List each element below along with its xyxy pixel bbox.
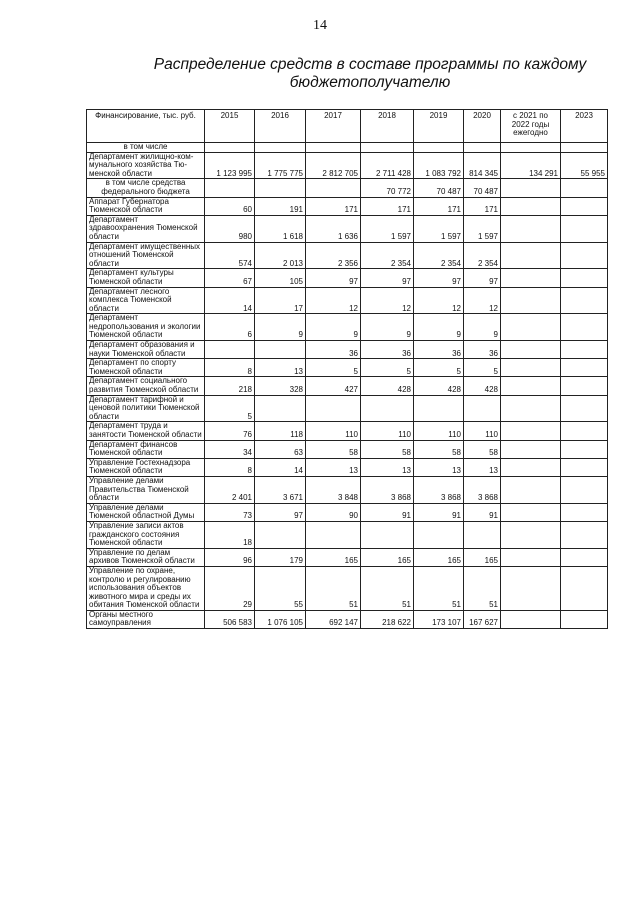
amount-cell: 8: [205, 458, 255, 476]
amount-cell: [501, 422, 561, 440]
amount-cell: [306, 521, 361, 548]
table-row: [87, 440, 608, 458]
amount-cell: [501, 476, 561, 503]
amount-cell: 171: [306, 197, 361, 215]
page-number: 14: [313, 18, 327, 33]
amount-cell: [501, 566, 561, 610]
amount-cell: 574: [205, 242, 255, 269]
amount-cell: [464, 521, 501, 548]
amount-cell: 97: [255, 503, 306, 521]
amount-cell: 2 354: [361, 242, 414, 269]
amount-cell: 1 618: [255, 215, 306, 242]
amount-cell: 58: [414, 440, 464, 458]
amount-cell: 814 345: [464, 152, 501, 179]
recipient-name: в том числе средства федерального бюджета: [87, 179, 205, 197]
empty-cell: [205, 143, 255, 153]
amount-cell: 70 772: [361, 179, 414, 197]
amount-cell: [561, 287, 608, 314]
amount-cell: 3 868: [414, 476, 464, 503]
amount-cell: 8: [205, 359, 255, 377]
subheader-row: [87, 143, 608, 153]
recipient-name: Управление Гостехнадзора Тюменской области: [87, 458, 205, 476]
table-row: [87, 287, 608, 314]
table-row: [87, 314, 608, 341]
header-year: 2020: [464, 110, 501, 143]
amount-cell: 63: [255, 440, 306, 458]
amount-cell: 29: [205, 566, 255, 610]
title-line-1: Распределение средств в составе программы по каждому: [153, 56, 587, 73]
amount-cell: [361, 521, 414, 548]
amount-cell: 5: [414, 359, 464, 377]
amount-cell: 12: [306, 287, 361, 314]
amount-cell: 12: [414, 287, 464, 314]
amount-cell: 5: [205, 395, 255, 422]
amount-cell: 218: [205, 377, 255, 395]
amount-cell: 1 597: [361, 215, 414, 242]
amount-cell: 58: [361, 440, 414, 458]
amount-cell: [255, 179, 306, 197]
amount-cell: 58: [306, 440, 361, 458]
amount-cell: [561, 440, 608, 458]
amount-cell: [414, 521, 464, 548]
amount-cell: 13: [255, 359, 306, 377]
amount-cell: 506 583: [205, 610, 255, 628]
amount-cell: 58: [464, 440, 501, 458]
amount-cell: 2 354: [414, 242, 464, 269]
amount-cell: [501, 377, 561, 395]
amount-cell: 97: [464, 269, 501, 287]
table-row: [87, 503, 608, 521]
header-year: 2017: [306, 110, 361, 143]
recipient-name: Аппарат Губернатора Тюменской области: [87, 197, 205, 215]
amount-cell: 428: [361, 377, 414, 395]
header-row: [87, 110, 608, 143]
amount-cell: 1 083 792: [414, 152, 464, 179]
amount-cell: 12: [464, 287, 501, 314]
amount-cell: 1 597: [414, 215, 464, 242]
amount-cell: [561, 197, 608, 215]
page-title: [150, 56, 590, 92]
amount-cell: 18: [205, 521, 255, 548]
title-line-2: бюджетополучателю: [289, 74, 451, 91]
amount-cell: 692 147: [306, 610, 361, 628]
table-row: [87, 197, 608, 215]
header-year: 2015: [205, 110, 255, 143]
amount-cell: 3 868: [361, 476, 414, 503]
recipient-name: Департамент финансов Тюменской области: [87, 440, 205, 458]
recipient-name: Департамент жилищно-ком-мунального хозяйства Тю-менской области: [87, 152, 205, 179]
amount-cell: [561, 476, 608, 503]
amount-cell: [501, 287, 561, 314]
amount-cell: 70 487: [464, 179, 501, 197]
amount-cell: 165: [414, 548, 464, 566]
amount-cell: [561, 610, 608, 628]
subheader-label: в том числе: [87, 143, 205, 153]
amount-cell: 179: [255, 548, 306, 566]
table-row: [87, 610, 608, 628]
amount-cell: 1 636: [306, 215, 361, 242]
amount-cell: 3 671: [255, 476, 306, 503]
header-year: 2019: [414, 110, 464, 143]
amount-cell: 73: [205, 503, 255, 521]
amount-cell: [561, 359, 608, 377]
amount-cell: 97: [306, 269, 361, 287]
amount-cell: 9: [361, 314, 414, 341]
amount-cell: 191: [255, 197, 306, 215]
amount-cell: 13: [361, 458, 414, 476]
amount-cell: 105: [255, 269, 306, 287]
amount-cell: [561, 215, 608, 242]
amount-cell: 90: [306, 503, 361, 521]
recipient-name: Департамент имущественных отношений Тюменской области: [87, 242, 205, 269]
empty-cell: [306, 143, 361, 153]
amount-cell: [561, 314, 608, 341]
empty-cell: [361, 143, 414, 153]
amount-cell: 1 076 105: [255, 610, 306, 628]
table-row: [87, 269, 608, 287]
amount-cell: 6: [205, 314, 255, 341]
amount-cell: 165: [361, 548, 414, 566]
amount-cell: 1 123 995: [205, 152, 255, 179]
recipient-name: Департамент по спорту Тюменской области: [87, 359, 205, 377]
amount-cell: [501, 341, 561, 359]
recipient-name: Управление делами Правительства Тюменской области: [87, 476, 205, 503]
amount-cell: 328: [255, 377, 306, 395]
amount-cell: 36: [414, 341, 464, 359]
amount-cell: 427: [306, 377, 361, 395]
amount-cell: 2 401: [205, 476, 255, 503]
amount-cell: 3 848: [306, 476, 361, 503]
amount-cell: 14: [205, 287, 255, 314]
amount-cell: [205, 179, 255, 197]
amount-cell: 171: [361, 197, 414, 215]
amount-cell: 12: [361, 287, 414, 314]
amount-cell: [561, 521, 608, 548]
amount-cell: [414, 395, 464, 422]
amount-cell: 55: [255, 566, 306, 610]
amount-cell: [501, 503, 561, 521]
amount-cell: 5: [464, 359, 501, 377]
amount-cell: [501, 610, 561, 628]
amount-cell: 110: [306, 422, 361, 440]
amount-cell: [561, 341, 608, 359]
amount-cell: 97: [361, 269, 414, 287]
amount-cell: 9: [255, 314, 306, 341]
amount-cell: 118: [255, 422, 306, 440]
amount-cell: [561, 458, 608, 476]
amount-cell: 17: [255, 287, 306, 314]
amount-cell: [561, 503, 608, 521]
recipient-name: Управление по охране, контролю и регулированию использования объектов животного мира и среды их обитания Тюменской области: [87, 566, 205, 610]
table-row: [87, 152, 608, 179]
amount-cell: [501, 197, 561, 215]
amount-cell: 1 597: [464, 215, 501, 242]
empty-cell: [501, 143, 561, 153]
amount-cell: 428: [464, 377, 501, 395]
empty-cell: [464, 143, 501, 153]
table-row: [87, 341, 608, 359]
amount-cell: 91: [414, 503, 464, 521]
amount-cell: [561, 179, 608, 197]
amount-cell: [561, 422, 608, 440]
amount-cell: 55 955: [561, 152, 608, 179]
amount-cell: 1 775 775: [255, 152, 306, 179]
amount-cell: 2 356: [306, 242, 361, 269]
amount-cell: [255, 341, 306, 359]
amount-cell: [306, 179, 361, 197]
amount-cell: [255, 521, 306, 548]
amount-cell: [501, 215, 561, 242]
table-row: [87, 548, 608, 566]
amount-cell: 51: [464, 566, 501, 610]
amount-cell: [501, 242, 561, 269]
amount-cell: 2 812 705: [306, 152, 361, 179]
amount-cell: [501, 548, 561, 566]
recipient-name: Департамент лесного комплекса Тюменской области: [87, 287, 205, 314]
amount-cell: [501, 314, 561, 341]
recipient-name: Департамент недропользования и экологии Тюменской области: [87, 314, 205, 341]
empty-cell: [414, 143, 464, 153]
amount-cell: 173 107: [414, 610, 464, 628]
amount-cell: 2 354: [464, 242, 501, 269]
recipient-name: Управление по делам архивов Тюменской области: [87, 548, 205, 566]
amount-cell: 980: [205, 215, 255, 242]
amount-cell: 5: [361, 359, 414, 377]
table-row: [87, 359, 608, 377]
amount-cell: [255, 395, 306, 422]
amount-cell: [464, 395, 501, 422]
amount-cell: 110: [414, 422, 464, 440]
budget-table: [86, 109, 608, 629]
header-year: 2023: [561, 110, 608, 143]
amount-cell: 36: [464, 341, 501, 359]
recipient-name: Департамент здравоохранения Тюменской области: [87, 215, 205, 242]
amount-cell: 97: [414, 269, 464, 287]
empty-cell: [561, 143, 608, 153]
amount-cell: [361, 395, 414, 422]
recipient-name: Департамент социального развития Тюменской области: [87, 377, 205, 395]
recipient-name: Департамент труда и занятости Тюменской области: [87, 422, 205, 440]
header-year: 2016: [255, 110, 306, 143]
amount-cell: [501, 440, 561, 458]
amount-cell: 14: [255, 458, 306, 476]
recipient-name: Управление делами Тюменской областной Думы: [87, 503, 205, 521]
amount-cell: 165: [464, 548, 501, 566]
amount-cell: 3 868: [464, 476, 501, 503]
recipient-name: Департамент культуры Тюменской области: [87, 269, 205, 287]
amount-cell: [561, 242, 608, 269]
amount-cell: 76: [205, 422, 255, 440]
amount-cell: 110: [361, 422, 414, 440]
amount-cell: 134 291: [501, 152, 561, 179]
amount-cell: 5: [306, 359, 361, 377]
amount-cell: 67: [205, 269, 255, 287]
amount-cell: 167 627: [464, 610, 501, 628]
recipient-name: Департамент тарифной и ценовой политики Тюменской области: [87, 395, 205, 422]
table-row: [87, 458, 608, 476]
amount-cell: [561, 395, 608, 422]
amount-cell: [205, 341, 255, 359]
empty-cell: [255, 143, 306, 153]
amount-cell: 60: [205, 197, 255, 215]
amount-cell: [561, 566, 608, 610]
amount-cell: 171: [464, 197, 501, 215]
amount-cell: 218 622: [361, 610, 414, 628]
header-year: 2018: [361, 110, 414, 143]
amount-cell: 91: [464, 503, 501, 521]
amount-cell: 9: [464, 314, 501, 341]
table-row: [87, 215, 608, 242]
table-row: [87, 377, 608, 395]
amount-cell: 96: [205, 548, 255, 566]
amount-cell: [501, 458, 561, 476]
amount-cell: 91: [361, 503, 414, 521]
amount-cell: 36: [361, 341, 414, 359]
table-row: [87, 566, 608, 610]
amount-cell: 171: [414, 197, 464, 215]
amount-cell: 51: [306, 566, 361, 610]
amount-cell: [561, 269, 608, 287]
amount-cell: 110: [464, 422, 501, 440]
amount-cell: 428: [414, 377, 464, 395]
recipient-name: Управление записи актов гражданского состояния Тюменской области: [87, 521, 205, 548]
amount-cell: [561, 548, 608, 566]
amount-cell: 9: [306, 314, 361, 341]
amount-cell: 9: [414, 314, 464, 341]
amount-cell: 2 013: [255, 242, 306, 269]
amount-cell: 2 711 428: [361, 152, 414, 179]
header-year: с 2021 по 2022 годы ежегодно: [501, 110, 561, 143]
amount-cell: [501, 359, 561, 377]
amount-cell: 51: [361, 566, 414, 610]
recipient-name: Департамент образования и науки Тюменской области: [87, 341, 205, 359]
table-row: [87, 242, 608, 269]
amount-cell: [561, 377, 608, 395]
amount-cell: 13: [306, 458, 361, 476]
amount-cell: 34: [205, 440, 255, 458]
amount-cell: 51: [414, 566, 464, 610]
table-row: [87, 395, 608, 422]
amount-cell: 36: [306, 341, 361, 359]
table-row: [87, 422, 608, 440]
table-row: [87, 179, 608, 197]
amount-cell: [501, 269, 561, 287]
recipient-name: Органы местного самоуправления: [87, 610, 205, 628]
amount-cell: 13: [464, 458, 501, 476]
amount-cell: 70 487: [414, 179, 464, 197]
amount-cell: [501, 395, 561, 422]
amount-cell: [306, 395, 361, 422]
table-row: [87, 476, 608, 503]
header-financing: Финансирование, тыс. руб.: [87, 110, 205, 143]
amount-cell: [501, 521, 561, 548]
amount-cell: 165: [306, 548, 361, 566]
amount-cell: 13: [414, 458, 464, 476]
table-row: [87, 521, 608, 548]
amount-cell: [501, 179, 561, 197]
